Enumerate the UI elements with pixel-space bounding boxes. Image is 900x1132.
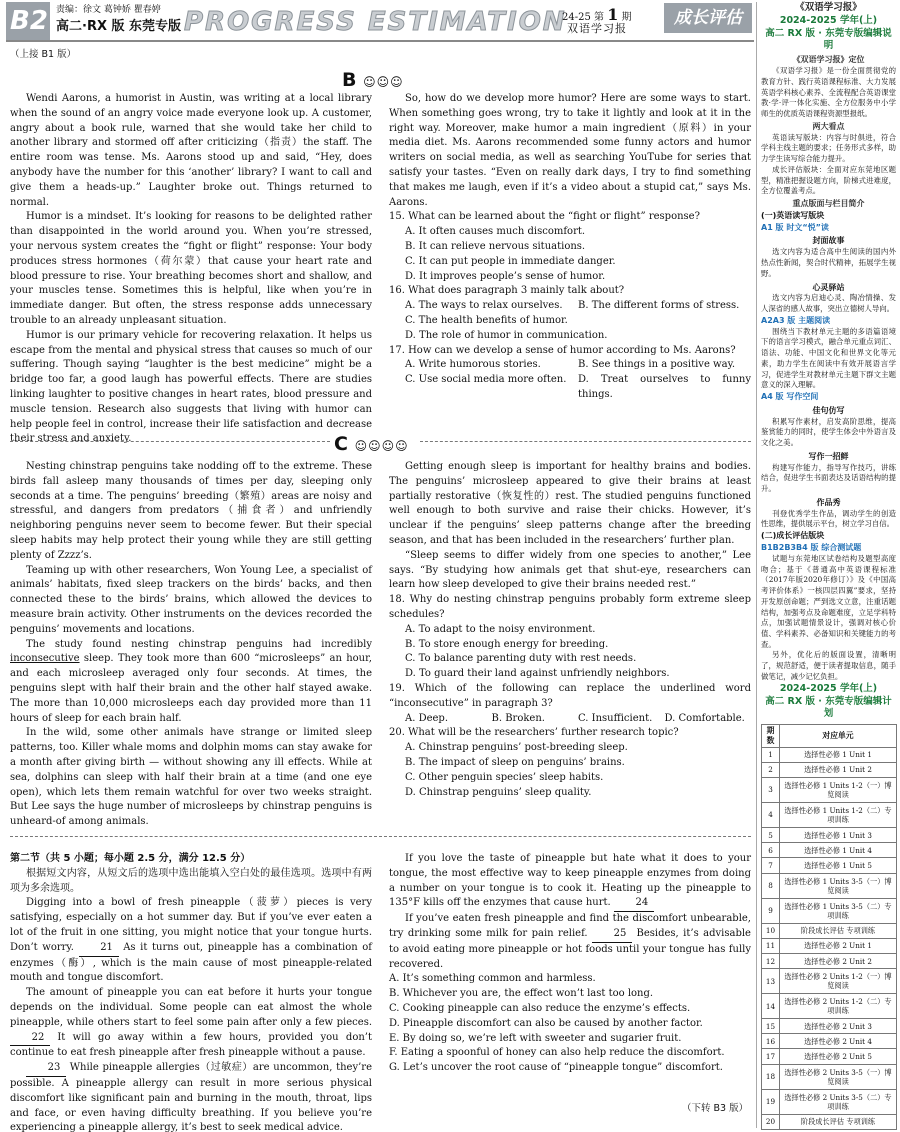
option-row bbox=[389, 373, 751, 403]
issue-suffix: 期 bbox=[621, 12, 632, 23]
option-row bbox=[389, 358, 751, 373]
answer-option: A. It often causes much discomfort. bbox=[405, 226, 586, 238]
text-run: If you’ve eaten fresh pineapple and find the discomfort unbearable, try drinking some milk for pain relief. bbox=[389, 913, 751, 939]
answer-option: D. Comfortable. bbox=[664, 712, 745, 724]
issue-prefix: 24-25 第 bbox=[562, 12, 605, 23]
passage-paragraph bbox=[389, 912, 751, 972]
unit-cell: 选择性必修 1 Unit 3 bbox=[780, 827, 897, 842]
option-row bbox=[389, 299, 751, 314]
issue-cell: 17 bbox=[762, 1049, 780, 1064]
table-row bbox=[762, 1089, 897, 1114]
issue-cell: 7 bbox=[762, 858, 780, 873]
sidebar-group: (二)成长评估版块 bbox=[761, 531, 825, 541]
sidebar-column-name: 封面故事 bbox=[812, 236, 845, 246]
sidebar-text: 英语读写版块：内容与时俱进，符合学科主线主题的要求；任务形式多样，助力学生读写综合能力提升。 bbox=[761, 132, 896, 164]
unit-cell: 阶段成长评估 专项训练 bbox=[780, 923, 897, 938]
unit-cell: 选择性必修 2 Unit 1 bbox=[780, 938, 897, 953]
unit-cell: 选择性必修 2 Unit 5 bbox=[780, 1049, 897, 1064]
passage-paragraph bbox=[10, 638, 372, 727]
choice-option: E. By doing so, we’re left with sweeter and sugarier fruit. bbox=[389, 1032, 682, 1044]
issue-cell: 8 bbox=[762, 873, 780, 898]
question-stem: 19. Which of the following can replace the underlined word “inconsecutive” in paragraph 3? bbox=[389, 682, 751, 709]
passage-paragraph: Nesting chinstrap penguins take nodding off to the extreme. These birds fall asleep many thousands of times per day, sleeping only seconds at a time. The penguins’ breeding（繁殖）areas are noisy and stressful, and dangers from predators（捕食者）and unfriendly neighboring penguins never seem to become fewer. But their special sleep habits may help protect their young while they are still getting plenty of Zzzz’s. bbox=[10, 461, 372, 561]
table-row bbox=[762, 969, 897, 994]
sidebar-text: 《双语学习报》是一份全面贯彻党的教育方针、践行英语课程标准、大力发展英语学科核心素养、全流程配合英语课堂教·学·评一体化实施、全方位服务中小学师生的优质英语课程资源型报纸。 bbox=[761, 66, 896, 119]
issue-cell: 19 bbox=[762, 1089, 780, 1114]
passage-paragraph bbox=[10, 986, 372, 1061]
section-c-letter: C bbox=[334, 433, 348, 455]
section-b-letter: B bbox=[342, 69, 357, 91]
issue-no: 1 bbox=[607, 5, 619, 24]
unit-cell: 选择性必修 1 Unit 2 bbox=[780, 762, 897, 777]
issue-cell: 14 bbox=[762, 994, 780, 1019]
unit-cell: 选择性必修 2 Units 1-2（二）专项训练 bbox=[780, 994, 897, 1019]
answer-option: D. The role of humor in communication. bbox=[405, 329, 608, 341]
text-run: It will go away within a few hours, provided you don’t continue to eat fresh pineapple after fresh pineapple without a pause. bbox=[10, 1031, 372, 1059]
section-b-title bbox=[342, 66, 404, 94]
table-row bbox=[762, 827, 897, 842]
passage-paragraph: Wendi Aarons, a humorist in Austin, was writing at a local library when the sound of an angry voice made everyone look up. A customer, angry about a book rule, warned that she would take her child to another library and stormed off after criticizing（指责）the staff. The entire room was tense. Ms. Aarons stood up and said, “Hey, does anybody have the number for this ‘another’ library? I want to call and give them a heads-up.” Laughter broke out. Things returned to normal. bbox=[10, 93, 372, 208]
editorial-sidebar bbox=[756, 2, 896, 1128]
unit-cell: 选择性必修 1 Unit 4 bbox=[780, 843, 897, 858]
blank-22[interactable]: 22 bbox=[10, 1031, 50, 1047]
blank-25[interactable]: 25 bbox=[592, 927, 632, 943]
issue-cell: 15 bbox=[762, 1019, 780, 1034]
issue-cell: 4 bbox=[762, 802, 780, 827]
text-run: Besides, it’s advisable to avoid eating more pineapple or hot foods until your tongue has fully recovered. bbox=[389, 927, 751, 970]
passage-paragraph bbox=[389, 852, 751, 912]
unit-cell: 选择性必修 1 Units 1-2（二）专项训练 bbox=[780, 802, 897, 827]
table-row bbox=[762, 938, 897, 953]
answer-option: B. See things in a positive way. bbox=[578, 359, 736, 371]
unit-cell: 选择性必修 1 Unit 5 bbox=[780, 858, 897, 873]
table-header: 对应单元 bbox=[780, 725, 897, 747]
page-logo: B2 bbox=[6, 2, 50, 40]
option-row bbox=[389, 712, 751, 727]
section-b-left-column bbox=[10, 92, 372, 447]
unit-cell: 选择性必修 2 Unit 4 bbox=[780, 1034, 897, 1049]
sidebar-title: 《双语学习报》 bbox=[795, 2, 862, 13]
sidebar-page-label: B1B2B3B4 版 综合测试题 bbox=[761, 543, 862, 553]
answer-option: D. It improves people’s sense of humor. bbox=[405, 270, 606, 282]
answer-option: C. To balance parenting duty with rest needs. bbox=[405, 653, 637, 665]
answer-option: C. It can put people in immediate danger. bbox=[405, 255, 616, 267]
table-row bbox=[762, 1049, 897, 1064]
issue-cell: 1 bbox=[762, 747, 780, 762]
question-stem: 20. What will be the researchers’ further research topic? bbox=[389, 727, 679, 739]
sidebar-text: 选文内容为启迪心灵、陶冶情操、发人深省的感人故事，突出立德树人导向。 bbox=[761, 293, 896, 314]
choice-option: A. It’s something common and harmless. bbox=[389, 973, 596, 985]
issue-cell: 6 bbox=[762, 843, 780, 858]
unit-cell: 选择性必修 1 Unit 1 bbox=[780, 747, 897, 762]
underlined-word: inconsecutive bbox=[10, 653, 80, 665]
unit-cell: 选择性必修 1 Units 3-5（二）专项训练 bbox=[780, 898, 897, 923]
sidebar-page-label: A1 版 时文“悦”读 bbox=[761, 222, 829, 232]
unit-cell: 选择性必修 2 Unit 3 bbox=[780, 1019, 897, 1034]
sidebar-text: 另外，优化后的版面设置，清晰明了，规范舒适，便于读者提取信息，随手做笔记，减少记忆负担。 bbox=[761, 650, 896, 681]
unit-cell: 选择性必修 1 Units 1-2（一）博览阅读 bbox=[780, 777, 897, 802]
text-run: sleep. They took more than 600 “microsleeps” an hour, and each microsleep averaged only four seconds. At times, the penguins slept with half their brain and the other half stayed awake. The more than 10,000 microsleeps each day provided more than 11 hours of sleep for each brain half. bbox=[10, 653, 372, 724]
issue-cell: 16 bbox=[762, 1034, 780, 1049]
continued-to: （下转 B3 版） bbox=[682, 1103, 749, 1114]
sidebar-subheading: 两大看点 bbox=[812, 120, 845, 131]
table-row bbox=[762, 762, 897, 777]
answer-option: B. It can relieve nervous situations. bbox=[405, 240, 586, 252]
sidebar-text: 积累写作素材，启发高阶思维，提高鉴赏能力的同时，使学生体会中外语言及文化之美。 bbox=[761, 416, 896, 448]
passage-paragraph: So, how do we develop more humor? Here are some ways to start. When something goes wrong, try to take it lightly and look at it in the right way. Moreover, make humor a main ingredient（原料）in your media diet. Ms. Aarons recommended some funny actors and humor writers on social media, as well as searching YouTube for series that satisfy your tastes. “Even on really dark days, I try to find something that makes me laugh, even if it’s a video about a stupid cat,” says Ms. Aarons. bbox=[389, 93, 751, 208]
part2-right-column bbox=[389, 852, 751, 1076]
issue-cell: 3 bbox=[762, 777, 780, 802]
unit-cell: 选择性必修 2 Units 3-5（二）专项训练 bbox=[780, 1089, 897, 1114]
section-b-right-column bbox=[389, 92, 751, 403]
sidebar-text: 试题与东莞地区试卷结构及题型高度吻合；基于《普通高中英语课程标准（2017年版2020年修订）》及《中国高考评价体系》一核四层四翼”要求，坚持开发原创命题；严到选文立意，注重话题结构，加强考点及命题难度，立足学科特点，加强试题情景设计，强调对核心价值、学科素养、必备知识和关键能力的考查。 bbox=[761, 553, 896, 649]
table-row bbox=[762, 858, 897, 873]
sidebar-column-name: 心灵驿站 bbox=[812, 282, 845, 292]
issue-cell: 10 bbox=[762, 923, 780, 938]
sidebar-text: 刊登优秀学生作品，调动学生的创造性思维，提供展示平台，树立学习自信。 bbox=[761, 508, 896, 529]
issue-cell: 9 bbox=[762, 898, 780, 923]
sidebar-year: 2024-2025 学年(上) bbox=[779, 14, 878, 26]
answer-option: D. Chinstrap penguins’ sleep quality. bbox=[405, 786, 592, 798]
sidebar-column-name: 写作一招鲜 bbox=[808, 451, 849, 461]
sidebar-text: 成长评估版块：全面对应东莞地区题型，精准把握设题方向，阶梯式进难度，全方位覆盖考点。 bbox=[761, 164, 896, 196]
question-stem: 16. What does paragraph 3 mainly talk about? bbox=[389, 285, 625, 297]
answer-option: C. Use social media more often. bbox=[405, 374, 567, 386]
text-run: While pineapple allergies（过敏症）are uncommon, they’re possible. A pineapple allergy can result in more serious physical discomfort like significant pain and burning in the mouth, throat, lips and face, or even having difficulty breathing. If you believe you’re experiencing a pineapple allergy, it’s best to seek medical advice. bbox=[10, 1062, 372, 1132]
passage-paragraph: Getting enough sleep is important for healthy brains and bodies. The penguins’ microsleep appeared to give their brains at least partially restorative（恢复性的）rest. The studied penguins functioned well enough to both survive and raise their chicks. However, it’s unclear if the penguins’ sleep patterns change after the breeding season, and that has been included in the researchers’ further plan. bbox=[389, 461, 751, 546]
choice-option: F. Eating a spoonful of honey can also help reduce the discomfort. bbox=[389, 1047, 725, 1059]
unit-cell: 选择性必修 2 Units 3-5（一）博览阅读 bbox=[780, 1064, 897, 1089]
unit-cell: 选择性必修 1 Units 3-5（一）博览阅读 bbox=[780, 873, 897, 898]
sidebar-heading: 高二 RX 版 · 东莞专版编辑说明 bbox=[765, 27, 892, 52]
sidebar-text: 选文内容为适合高中生阅读的国内外热点性新闻，契合时代精神，拓展学生视野。 bbox=[761, 247, 896, 278]
table-row bbox=[762, 1114, 897, 1129]
difficulty-stars: ☺☺☺ bbox=[363, 75, 404, 89]
sidebar-column-name: 佳句仿写 bbox=[812, 405, 845, 415]
unit-cell: 选择性必修 2 Unit 2 bbox=[780, 953, 897, 968]
table-row bbox=[762, 747, 897, 762]
answer-option: D. To guard their land against unfriendly neighbors. bbox=[405, 668, 670, 680]
sidebar-group: (一)英语读写版块 bbox=[761, 210, 825, 220]
answer-option: A. Write humorous stories. bbox=[405, 359, 541, 371]
choice-option: B. Whichever you are, the effect won’t last too long. bbox=[389, 988, 654, 1000]
plan-year: 2024-2025 学年(上) bbox=[779, 682, 878, 694]
section-divider bbox=[10, 836, 751, 837]
passage-paragraph: “Sleep seems to differ widely from one species to another,” Lee says. “By studying how animals get that shut-eye, researchers can learn how sleep developed to give their brains needed rest.” bbox=[389, 549, 751, 591]
answer-option: D. Treat ourselves to funny things. bbox=[578, 374, 751, 400]
issue-cell: 5 bbox=[762, 827, 780, 842]
text-run: If you love the taste of pineapple but hate what it does to your tongue, the most effective way to keep pineapple enzymes from doing a number on your tongue is to cook it. Heating up the pineapple to 135°F kills off the enzymes that cause hurt. bbox=[389, 853, 751, 909]
answer-option: B. Broken. bbox=[491, 712, 545, 724]
part2-instructions: 根据短文内容，从短文后的选项中选出能填入空白处的最佳选项。选项中有两项为多余选项。 bbox=[10, 867, 372, 894]
table-row bbox=[762, 1019, 897, 1034]
choice-option: G. Let’s uncover the root cause of “pineapple tongue” discomfort. bbox=[389, 1062, 723, 1074]
sidebar-page-label: A2A3 版 主题阅读 bbox=[761, 315, 831, 325]
answer-option: B. To store enough energy for breeding. bbox=[405, 638, 609, 650]
part2-title: 第二节（共 5 小题；每小题 2.5 分，满分 12.5 分） bbox=[10, 853, 251, 864]
passage-paragraph: Humor is our primary vehicle for recovering relaxation. It helps us escape from the mental and physical stress that causes so much of our suffering. Though saying “laughter is the best medicine” might be a bridge too far, a good laugh has powerful effects. There are studies linking laughter to positive changes in heart rates, blood pressure and muscle tension. Research also suggests that living with humor can help people feel in control, increase their life satisfaction and decrease their stress and anxiety. bbox=[10, 329, 372, 445]
answer-option: B. The different forms of stress. bbox=[578, 300, 740, 312]
passage-paragraph bbox=[10, 896, 372, 986]
table-row bbox=[762, 777, 897, 802]
table-row bbox=[762, 843, 897, 858]
edition-label: 高二·RX 版 东莞专版 bbox=[56, 19, 182, 34]
text-run: The study found nesting chinstrap penguins had incredibly bbox=[26, 638, 372, 650]
table-row bbox=[762, 953, 897, 968]
blank-24[interactable]: 24 bbox=[614, 896, 654, 912]
text-run: Digging into a bowl of fresh pineapple（菠萝）pieces is very satisfying, especially on a hot summer day. But if you’ve ever eaten a lot of the fruit in one sitting, you might notice that your tongue hurts. Don’t worry. bbox=[10, 897, 372, 953]
answer-option: A. To adapt to the noisy environment. bbox=[405, 623, 596, 635]
choice-option: D. Pineapple discomfort can also be caused by another factor. bbox=[389, 1017, 703, 1029]
issue-cell: 13 bbox=[762, 969, 780, 994]
sidebar-subheading: 《双语学习报》定位 bbox=[792, 54, 865, 65]
issue-cell: 12 bbox=[762, 953, 780, 968]
issue-cell: 2 bbox=[762, 762, 780, 777]
sidebar-page-label: A4 版 写作空间 bbox=[761, 392, 819, 402]
section-divider bbox=[420, 441, 751, 442]
editors-line: 责编：徐文 葛钟娇 瞿春婷 bbox=[56, 5, 161, 15]
sidebar-text: 构建写作能力，指导写作技巧，讲练结合，促进学生书面表达及话语结构的提升。 bbox=[761, 462, 896, 494]
issue-cell: 18 bbox=[762, 1064, 780, 1089]
question-stem: 15. What can be learned about the “fight or flight” response? bbox=[389, 211, 700, 223]
header-rule bbox=[6, 40, 754, 42]
difficulty-stars: ☺☺☺☺ bbox=[354, 439, 409, 453]
editing-plan-table bbox=[761, 724, 897, 1130]
sidebar-text: 围绕当下教材单元主题的多语篇语境下的语言学习模式，融合单元重点词汇、语法、功能、中国文化和世界文化等元素，助力学生在阅读中有效开展语言学习，促进学生对教材单元主题下群文主题意义的深入理解。 bbox=[761, 326, 896, 390]
part2-left-column bbox=[10, 852, 372, 1132]
table-header: 期数 bbox=[762, 725, 780, 747]
sidebar-subheading: 重点版面与栏目简介 bbox=[792, 197, 865, 208]
section-c-left-column bbox=[10, 460, 372, 830]
text-run: The amount of pineapple you can eat before it hurts your tongue depends on the individual. Some people can eat almost the whole pineapple, while others start to feel some pain after only a few pieces. bbox=[10, 987, 372, 1028]
table-row bbox=[762, 1064, 897, 1089]
column-title: 成长评估 bbox=[664, 3, 752, 33]
blank-23[interactable]: 23 bbox=[26, 1061, 66, 1077]
table-row bbox=[762, 873, 897, 898]
banner-title: PROGRESS ESTIMATION bbox=[184, 7, 567, 37]
answer-option: A. The ways to relax ourselves. bbox=[405, 300, 563, 312]
passage-paragraph: Humor is a mindset. It’s looking for reasons to be delighted rather than disappointed in the world around you. When you’re stressed, your nervous system creates the “fight or flight” response: Your body produces stress hormones（荷尔蒙）that cause your heart rate and blood pressure to rise. Your breathing becomes short and shallow, and your muscles tense. Sometimes this is helpful, like when you’re in immediate danger. But often, the stress response adds unnecessary trouble to an already unpleasant situation. bbox=[10, 211, 372, 326]
passage-paragraph: In the wild, some other animals have strange or limited sleep patterns, too. Killer whale moms and dolphin moms can stay awake for a month after giving birth — without showing any ill effects. While at sea, dolphins can sleep with half their brain at a time (and one eye open), which lets them remain watchful for over two weeks straight. But Lee says the huge number of microsleeps by chinstrap penguins is unheard-of among animals. bbox=[10, 727, 372, 828]
answer-option: B. The impact of sleep on penguins’ brains. bbox=[405, 756, 625, 768]
answer-option: A. Chinstrap penguins’ post-breeding sleep. bbox=[405, 742, 628, 754]
table-row bbox=[762, 923, 897, 938]
answer-option: C. Insufficient. bbox=[578, 712, 653, 724]
sidebar-column-name: 作品秀 bbox=[816, 497, 841, 507]
section-c-title bbox=[334, 430, 409, 458]
plan-heading: 高二 RX 版 · 东莞专版编辑计划 bbox=[765, 695, 892, 720]
continued-from: （上接 B1 版） bbox=[10, 49, 77, 60]
answer-option: C. Other penguin species’ sleep habits. bbox=[405, 771, 604, 783]
blank-21[interactable]: 21 bbox=[79, 941, 119, 957]
passage-paragraph: Teaming up with other researchers, Won Young Lee, a specialist of animals’ habitats, fixed sleep trackers on the birds’ backs, and then connected these to the birds’ brains, which allowed the devices to measure brain activity. Other instruments on the devices recorded the penguins’ movements and locations. bbox=[10, 564, 372, 635]
question-stem: 18. Why do nesting chinstrap penguins probably form extreme sleep schedules? bbox=[389, 594, 751, 620]
table-row bbox=[762, 802, 897, 827]
choice-option: C. Cooking pineapple can also reduce the enzyme’s effects. bbox=[389, 1002, 691, 1014]
plan-table-body bbox=[762, 747, 897, 1129]
table-row bbox=[762, 994, 897, 1019]
answer-option: C. The health benefits of humor. bbox=[405, 314, 568, 326]
unit-cell: 选择性必修 2 Units 1-2（一）博览阅读 bbox=[780, 969, 897, 994]
section-c-right-column bbox=[389, 460, 751, 800]
unit-cell: 阶段成长评估 专项训练 bbox=[780, 1114, 897, 1129]
passage-paragraph bbox=[10, 1061, 372, 1132]
table-row bbox=[762, 1034, 897, 1049]
text-run: As it turns out, pineapple has a combination of enzymes（酶）, which is the main cause of most pineapple-related mouth and tongue discomfort. bbox=[10, 941, 372, 984]
question-stem: 17. How can we develop a sense of humor according to Ms. Aarons? bbox=[389, 344, 736, 356]
table-row bbox=[762, 898, 897, 923]
issue-cell: 20 bbox=[762, 1114, 780, 1129]
issue-cell: 11 bbox=[762, 938, 780, 953]
section-divider bbox=[10, 441, 330, 442]
paper-name: 双语学习报 bbox=[567, 22, 627, 35]
answer-option: A. Deep. bbox=[405, 712, 449, 724]
